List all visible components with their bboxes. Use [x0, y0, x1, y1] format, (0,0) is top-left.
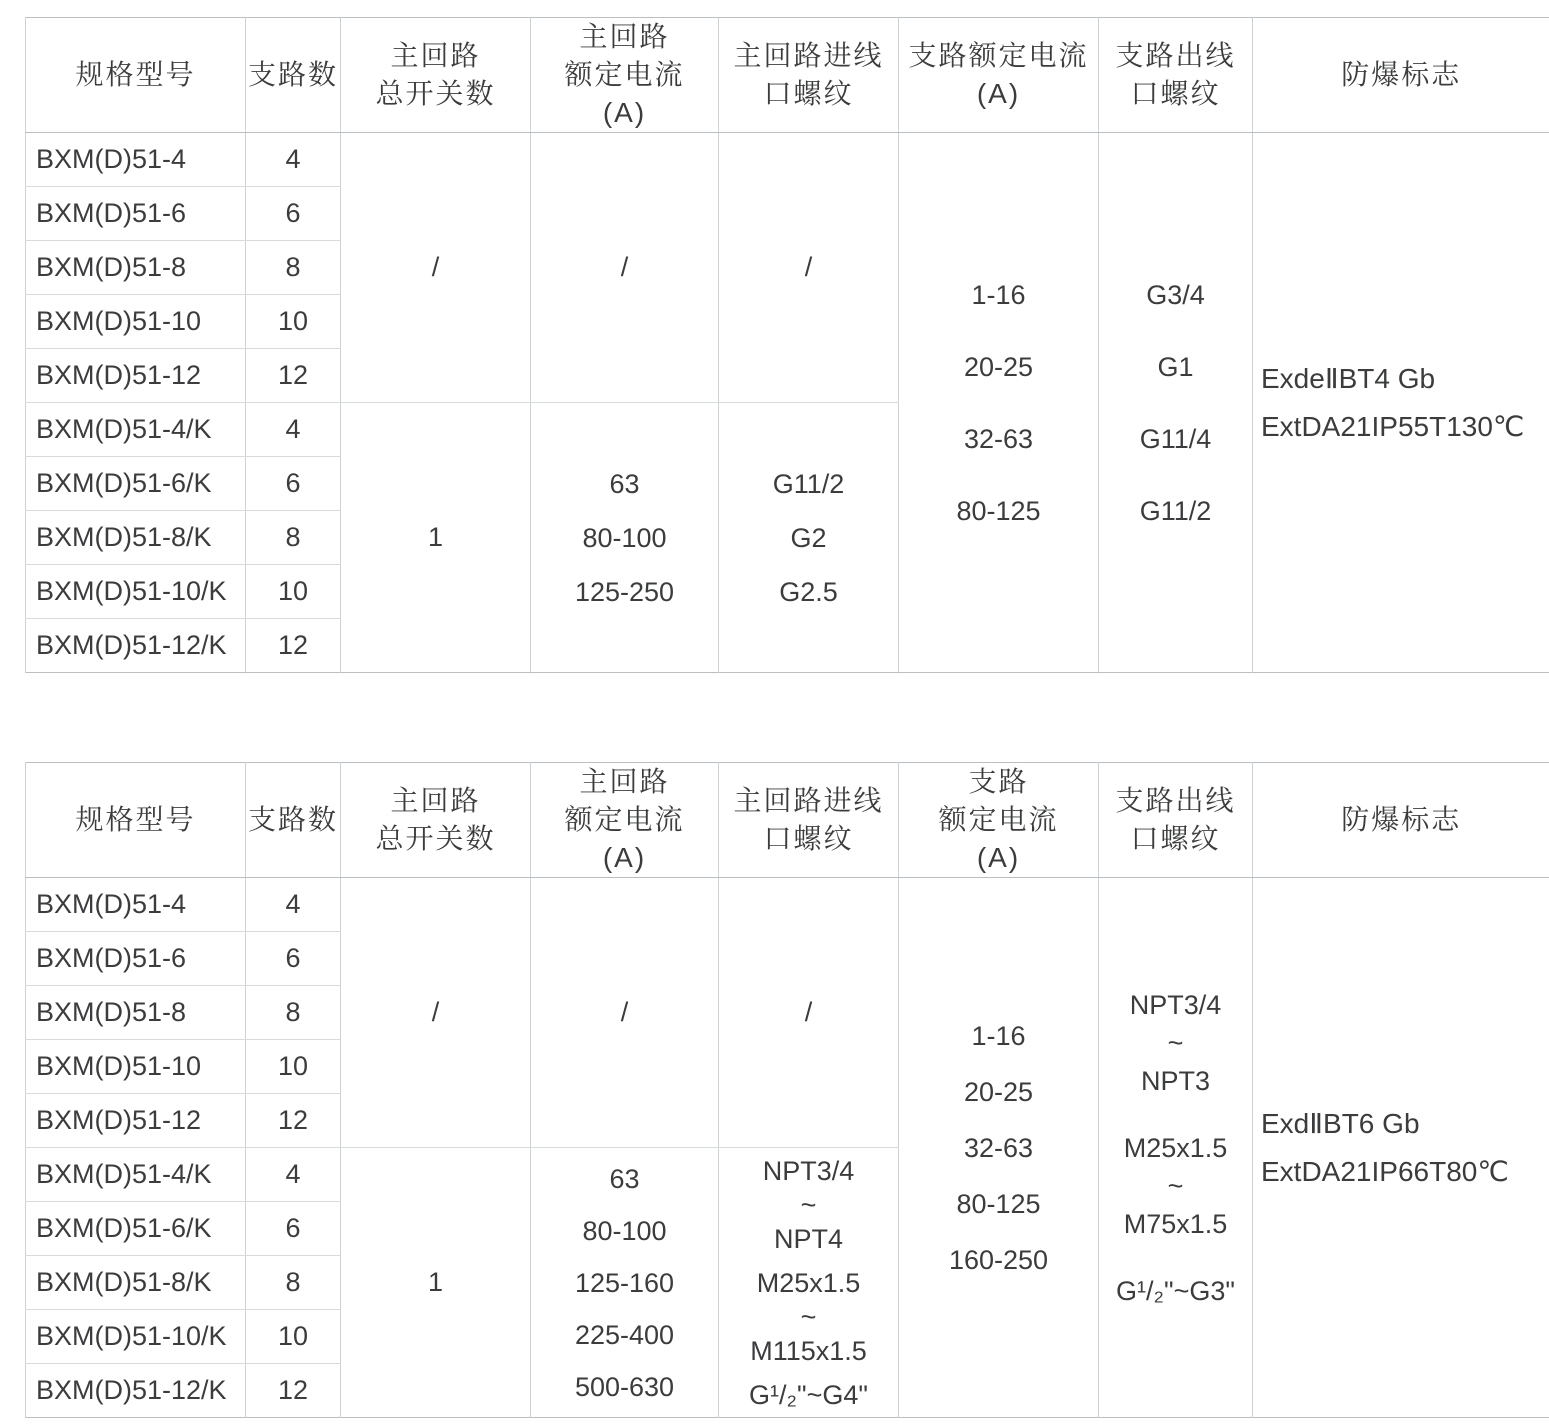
branch-count-cell: 12	[246, 1094, 341, 1148]
header-label: 额定电流	[938, 804, 1059, 835]
value-line: 225-400	[574, 1319, 675, 1350]
main-switch-count-cell: /	[341, 878, 531, 1148]
header-label: 支路	[968, 766, 1029, 797]
value-line: 125-160	[574, 1267, 675, 1298]
header-label: 额定电流	[564, 804, 685, 835]
header-branch-outlet-thread	[1099, 763, 1253, 878]
header-label: 防爆标志	[1341, 59, 1462, 90]
table-row	[26, 878, 1549, 932]
value-line: 80-100	[582, 522, 667, 553]
value-line: M25x1.5	[756, 1267, 861, 1298]
value-line: 125-250	[574, 576, 675, 607]
main-switch-count-cell: /	[341, 133, 531, 403]
header-label: 规格型号	[75, 804, 196, 835]
main-rated-current-cell	[531, 1148, 719, 1418]
header-row	[26, 763, 1549, 878]
value-line: 160-250	[948, 1244, 1049, 1275]
branch-count-cell: 10	[246, 565, 341, 619]
branch-count-cell: 10	[246, 1310, 341, 1364]
model-cell: BXM(D)51-10/K	[26, 565, 246, 619]
header-label: 主回路	[390, 785, 481, 816]
branch-count-cell: 4	[246, 878, 341, 932]
value-line: 32-63	[963, 1132, 1034, 1163]
value-line: G¹/₂"~G3"	[1116, 1275, 1235, 1306]
model-cell: BXM(D)51-4/K	[26, 1148, 246, 1202]
value-line: 63	[609, 468, 640, 499]
header-branch-rated-current	[899, 18, 1099, 133]
main-rated-current-cell: /	[531, 878, 719, 1148]
value-line: 20-25	[963, 1076, 1034, 1107]
branch-count-cell: 10	[246, 295, 341, 349]
value-line: ~	[1167, 1027, 1184, 1058]
value-line: ~	[1167, 1170, 1184, 1201]
value-line: 63	[609, 1163, 640, 1194]
value-line: 500-630	[574, 1371, 675, 1402]
header-label: 主回路进线	[733, 785, 884, 816]
value-line: G2	[790, 522, 827, 553]
branch-count-cell: 12	[246, 1364, 341, 1418]
branch-outlet-thread-cell	[1099, 878, 1253, 1418]
header-row	[26, 18, 1549, 133]
model-cell: BXM(D)51-10	[26, 1040, 246, 1094]
main-switch-count-cell: 1	[341, 403, 531, 673]
branch-count-cell: 8	[246, 986, 341, 1040]
model-cell: BXM(D)51-4	[26, 133, 246, 187]
main-inlet-thread-cell: /	[719, 878, 899, 1148]
value-stack	[531, 1153, 718, 1413]
branch-count-cell: 10	[246, 1040, 341, 1094]
header-label: 总开关数	[375, 823, 496, 854]
value-line: 32-63	[963, 423, 1034, 454]
header-label: 防爆标志	[1341, 804, 1462, 835]
header-label: 主回路	[579, 21, 670, 52]
value-stack	[531, 457, 718, 619]
header-ex-mark	[1253, 18, 1549, 133]
thread-range-group	[719, 1266, 898, 1368]
thread-range-group	[1099, 986, 1252, 1100]
value-line: NPT4	[773, 1223, 844, 1254]
model-cell: BXM(D)51-6/K	[26, 1202, 246, 1256]
model-cell: BXM(D)51-8/K	[26, 1256, 246, 1310]
model-cell: BXM(D)51-4	[26, 878, 246, 932]
value-line: ExdeⅡBT4 Gb	[1261, 362, 1436, 394]
header-main-inlet-thread	[719, 18, 899, 133]
thread-range-group	[719, 1378, 898, 1412]
branch-count-cell: 8	[246, 511, 341, 565]
branch-count-cell: 6	[246, 457, 341, 511]
model-cell: BXM(D)51-6	[26, 932, 246, 986]
branch-count-cell: 6	[246, 1202, 341, 1256]
header-label: (A)	[976, 842, 1021, 873]
header-main-switch-count	[341, 763, 531, 878]
header-model	[26, 18, 246, 133]
main-inlet-thread-cell	[719, 403, 899, 673]
header-label: 口螺纹	[1130, 823, 1221, 854]
value-line: 80-125	[956, 1188, 1041, 1219]
model-cell: BXM(D)51-12	[26, 1094, 246, 1148]
header-label: 规格型号	[75, 59, 196, 90]
spec-table-1	[25, 17, 1549, 673]
value-stack	[1099, 986, 1252, 1310]
value-line: G11/2	[772, 468, 845, 499]
header-label: 支路额定电流	[908, 40, 1089, 71]
header-label: 总开关数	[375, 78, 496, 109]
model-cell: BXM(D)51-8	[26, 241, 246, 295]
value-line: G11/4	[1139, 423, 1212, 454]
value-line: ExtDA21IP55T130℃	[1261, 410, 1525, 442]
header-model	[26, 763, 246, 878]
branch-count-cell: 12	[246, 619, 341, 673]
branch-rated-current-cell	[899, 133, 1099, 673]
branch-outlet-thread-cell	[1099, 133, 1253, 673]
value-line: G1	[1157, 351, 1194, 382]
value-line: 20-25	[963, 351, 1034, 382]
value-line: ExdⅡBT6 Gb	[1261, 1107, 1420, 1139]
header-branch-rated-current	[899, 763, 1099, 878]
ex-mark-cell	[1253, 878, 1549, 1418]
main-rated-current-cell	[531, 403, 719, 673]
value-line: 1-16	[971, 1020, 1026, 1051]
header-label: (A)	[602, 97, 647, 128]
header-label: 额定电流	[564, 59, 685, 90]
value-line: 1-16	[971, 279, 1026, 310]
value-stack	[899, 1008, 1098, 1288]
model-cell: BXM(D)51-12	[26, 349, 246, 403]
header-label: 口螺纹	[763, 78, 854, 109]
header-label: 支路数	[247, 804, 338, 835]
model-cell: BXM(D)51-4/K	[26, 403, 246, 457]
value-stack	[719, 457, 898, 619]
header-main-rated-current	[531, 18, 719, 133]
value-line: 80-125	[956, 495, 1041, 526]
branch-count-cell: 4	[246, 403, 341, 457]
value-line: G3/4	[1146, 279, 1205, 310]
value-stack	[899, 259, 1098, 547]
thread-range-group	[1099, 1129, 1252, 1243]
value-line: ExtDA21IP66T80℃	[1261, 1155, 1509, 1187]
branch-rated-current-cell	[899, 878, 1099, 1418]
main-switch-count-cell: 1	[341, 1148, 531, 1418]
model-cell: BXM(D)51-10	[26, 295, 246, 349]
model-cell: BXM(D)51-8	[26, 986, 246, 1040]
header-main-switch-count	[341, 18, 531, 133]
branch-count-cell: 6	[246, 932, 341, 986]
value-line: M25x1.5	[1123, 1132, 1228, 1163]
model-cell: BXM(D)51-8/K	[26, 511, 246, 565]
value-line: NPT3/4	[762, 1155, 855, 1186]
model-cell: BXM(D)51-12/K	[26, 1364, 246, 1418]
header-branch-count	[246, 763, 341, 878]
value-stack	[1099, 259, 1252, 547]
thread-range-group	[1099, 1272, 1252, 1310]
header-label: (A)	[976, 78, 1021, 109]
spec-table-2	[25, 762, 1549, 1418]
header-label: 主回路	[579, 766, 670, 797]
header-branch-count	[246, 18, 341, 133]
model-cell: BXM(D)51-6/K	[26, 457, 246, 511]
header-label: 主回路进线	[733, 40, 884, 71]
value-line: G11/2	[1139, 495, 1212, 526]
main-inlet-thread-cell: /	[719, 133, 899, 403]
header-label: 主回路	[390, 40, 481, 71]
header-label: 口螺纹	[1130, 78, 1221, 109]
branch-count-cell: 12	[246, 349, 341, 403]
value-line: G¹/₂"~G4"	[749, 1379, 868, 1410]
header-ex-mark	[1253, 763, 1549, 878]
table-row	[26, 133, 1549, 187]
branch-count-cell: 4	[246, 1148, 341, 1202]
value-line: NPT3/4	[1129, 989, 1222, 1020]
value-line: ~	[800, 1189, 817, 1220]
main-rated-current-cell: /	[531, 133, 719, 403]
thread-range-group	[719, 1154, 898, 1256]
header-label: 支路数	[247, 59, 338, 90]
main-inlet-thread-cell	[719, 1148, 899, 1418]
header-main-inlet-thread	[719, 763, 899, 878]
value-line: M75x1.5	[1123, 1208, 1228, 1239]
branch-count-cell: 8	[246, 241, 341, 295]
value-stack	[719, 1154, 898, 1412]
header-main-rated-current	[531, 763, 719, 878]
header-label: 口螺纹	[763, 823, 854, 854]
model-cell: BXM(D)51-10/K	[26, 1310, 246, 1364]
value-line: M115x1.5	[750, 1335, 867, 1366]
branch-count-cell: 6	[246, 187, 341, 241]
model-cell: BXM(D)51-6	[26, 187, 246, 241]
header-label: (A)	[602, 842, 647, 873]
branch-count-cell: 4	[246, 133, 341, 187]
value-line: 80-100	[582, 1215, 667, 1246]
header-branch-outlet-thread	[1099, 18, 1253, 133]
value-line: G2.5	[779, 576, 838, 607]
branch-count-cell: 8	[246, 1256, 341, 1310]
value-line: NPT3	[1140, 1065, 1211, 1096]
ex-mark-cell	[1253, 133, 1549, 673]
header-label: 支路出线	[1115, 785, 1236, 816]
model-cell: BXM(D)51-12/K	[26, 619, 246, 673]
header-label: 支路出线	[1115, 40, 1236, 71]
value-line: ~	[800, 1301, 817, 1332]
